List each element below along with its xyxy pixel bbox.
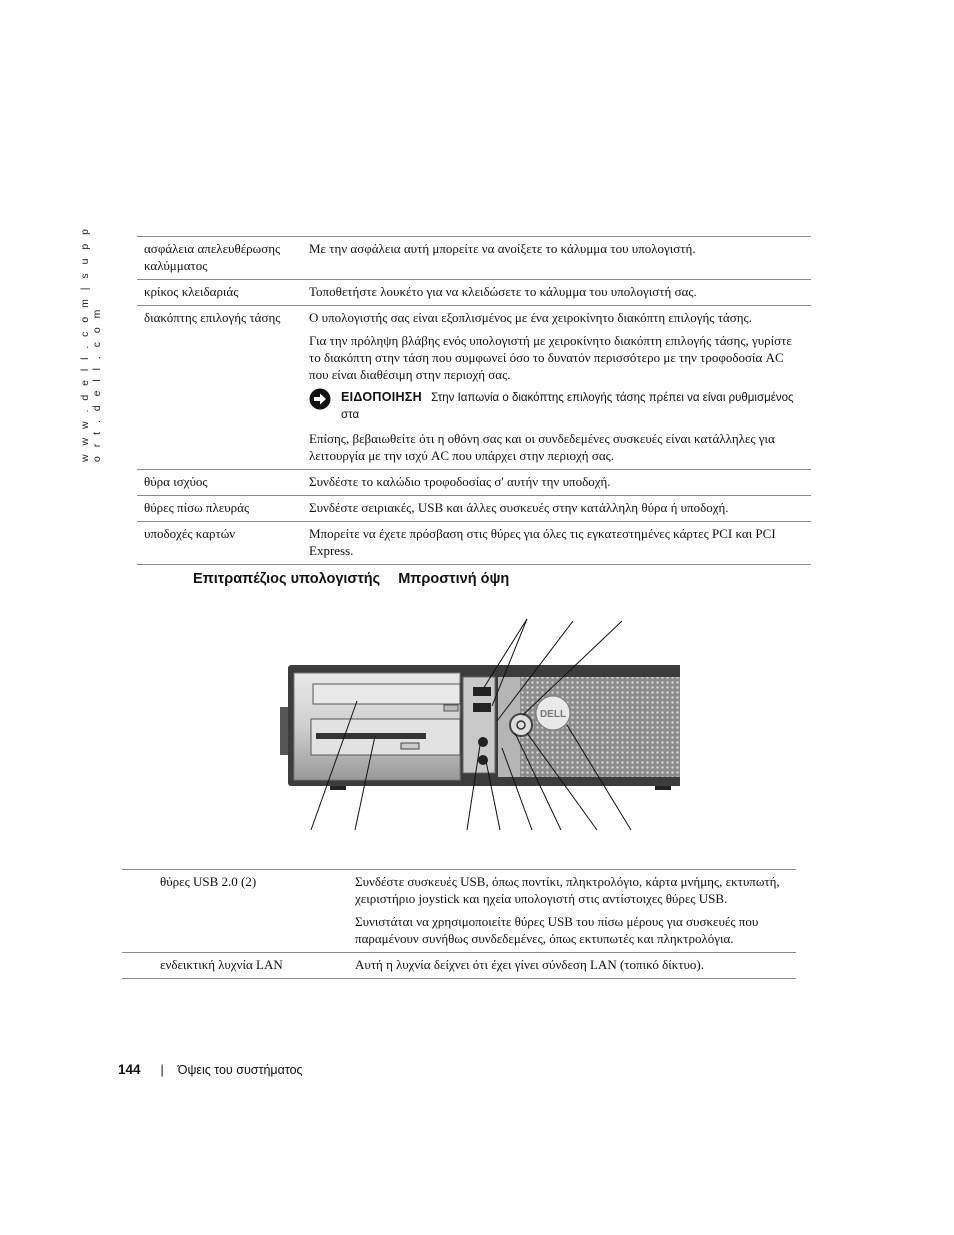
row-label: κρίκος κλειδαριάς — [144, 284, 239, 299]
page-number: 144 — [118, 1062, 141, 1077]
table-row — [137, 280, 811, 306]
notice-text-block — [341, 389, 805, 424]
row-label: υποδοχές καρτών — [144, 526, 236, 541]
usb-port — [473, 703, 491, 712]
notice-label: ΕΙΔΟΠΟΙΗΣΗ — [341, 390, 422, 404]
notice-arrow-icon — [309, 388, 331, 410]
row-description: Συνδέστε σειριακές, USB και άλλες συσκευές στην κατάλληλη θύρα ή υποδοχή. — [309, 500, 729, 515]
row-description: Μπορείτε να έχετε πρόσβαση στις θύρες για όλες τις εγκατεστημένες κάρτες PCI και PCI Express. — [309, 526, 776, 558]
row-description: Συνδέστε το καλώδιο τροφοδοσίας σ' αυτήν την υποδοχή. — [309, 474, 611, 489]
section-title-part2: Μπροστινή όψη — [398, 571, 510, 587]
optical-drive-eject-button — [444, 705, 458, 711]
row-description: Ο υπολογιστής σας είναι εξοπλισμένος με ένα χειροκίνητο διακόπτη επιλογής τάσης. — [309, 310, 752, 325]
row-description-2: Για την πρόληψη βλάβης ενός υπολογιστή με χειροκίνητο διακόπτη επιλογής τάσης, γυρίστε το διακόπτη στην τάση που συμφωνεί όσο το δυνατόν περισσότερο με την τροφοδοσία AC που είναι διαθέσιμη στην περιοχή σας. — [309, 333, 792, 382]
floppy-slot — [316, 733, 426, 739]
table-row — [122, 870, 796, 953]
section-title-part1: Επιτραπέζιος υπολογιστής — [193, 571, 381, 587]
component-table-bottom — [122, 869, 796, 979]
row-description: Τοποθετήστε λουκέτο για να κλειδώσετε το κάλυμμα του υπολογιστή σας. — [309, 284, 697, 299]
row-description-cell — [302, 306, 811, 470]
row-description: Συνδέστε συσκευές USB, όπως ποντίκι, πληκτρολόγιο, κάρτα μνήμης, εκτυπωτή, χειριστήριο joystick και ηχεία υπολογιστή στις αντίστοιχες θύρες USB. — [355, 874, 780, 906]
row-label: θύρες πίσω πλευράς — [144, 500, 250, 515]
component-table-top — [137, 236, 811, 565]
usb-port — [473, 687, 491, 696]
row-description-2: Συνιστάται να χρησιμοποιείτε θύρες USB του πίσω μέρους για συσκευές που παραμένουν συνήθως συνδεδεμένες, όπως εκτυπωτές και πληκτρολόγια. — [355, 914, 759, 946]
row-label: διακόπτης επιλογής τάσης — [144, 310, 281, 325]
table-row — [137, 470, 811, 496]
row-description: Αυτή η λυχνία δείχνει ότι έχει γίνει σύνδεση LAN (τοπικό δίκτυο). — [355, 957, 705, 972]
table-row — [137, 496, 811, 522]
table-row — [122, 953, 796, 979]
power-button — [510, 714, 532, 736]
row-label: ενδεικτική λυχνία LAN — [160, 957, 283, 972]
floppy-eject-button — [401, 743, 419, 749]
chapter-title: Όψεις του συστήματος — [177, 1063, 303, 1077]
desktop-front-view-illustration — [280, 615, 680, 833]
optical-drive — [313, 684, 460, 704]
row-label: ασφάλεια απελευθέρωσης καλύμματος — [144, 241, 281, 273]
row-description-3: Επίσης, βεβαιωθείτε ότι η οθόνη σας και οι συνδεδεμένες συσκευές είναι κατάλληλες για λειτουργία με την ισχύ AC που υπάρχει στην περιοχή σας. — [309, 431, 775, 463]
section-title — [193, 571, 509, 587]
side-url: w w w . d e l l . c o m | s u p p o r t . d e l l . c o m — [79, 226, 103, 462]
case-side-ridge — [280, 707, 288, 755]
footer-separator: | — [160, 1063, 164, 1077]
row-label: θύρα ισχύος — [144, 474, 208, 489]
table-row — [137, 306, 811, 470]
table-row — [137, 522, 811, 565]
notice-text: Στην Ιαπωνία ο διακόπτης επιλογής τάσης πρέπει να είναι ρυθμισμένος στα — [341, 392, 794, 421]
row-description: Με την ασφάλεια αυτή μπορείτε να ανοίξετε το κάλυμμα του υπολογιστή. — [309, 241, 696, 256]
page-footer — [118, 1062, 303, 1077]
dell-logo-text: DELL — [539, 709, 567, 720]
notice-box — [309, 389, 805, 424]
table-row — [137, 237, 811, 280]
row-label: θύρες USB 2.0 (2) — [160, 874, 257, 889]
row-description-cell — [348, 870, 796, 953]
